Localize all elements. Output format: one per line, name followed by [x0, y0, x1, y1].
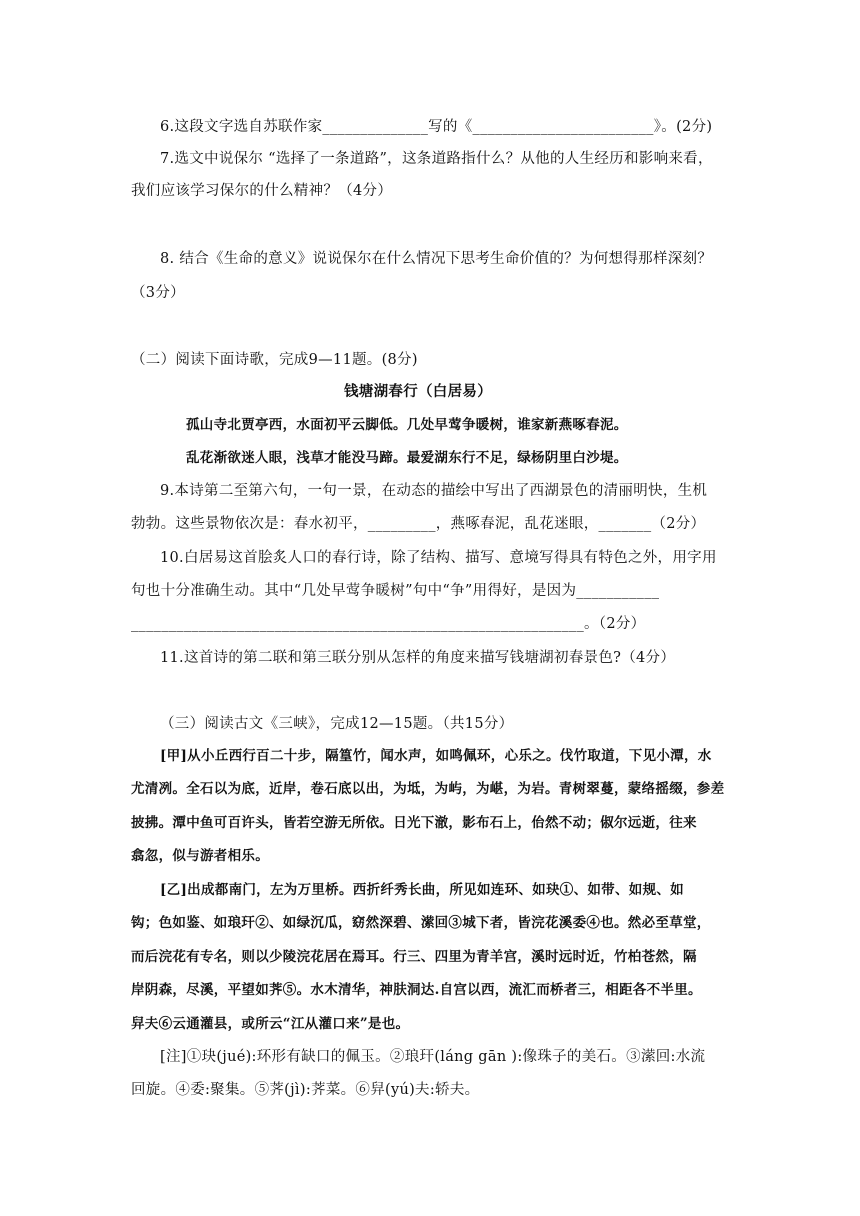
question-7-line-1: 7.选文中说保尔 “选择了一条道路”，这条道路指什么？从他的人生经历和影响来看， [160, 151, 713, 167]
question-8-line-1: 8. 结合《生命的意义》说说保尔在什么情况下思考生命价值的？为何想得那样深刻？ [160, 251, 713, 267]
question-7-line-2: 我们应该学习保尔的什么精神？（4分） [131, 183, 393, 199]
passage-yi-line-2: 钩；色如鉴、如琅玕②、如绿沉瓜，窈然深碧、潆回③城下者，皆浣花溪委④也。然必至草堂， [131, 915, 711, 931]
passage-yi-line-1: [乙]出成都南门，左为万里桥。西折纤秀长曲，所见如连环、如玦①、如带、如规、如 [160, 882, 684, 898]
section-3-header: （三）阅读古文《三峡》，完成12—15题。（共15分） [160, 716, 514, 732]
question-11: 11.这首诗的第二联和第三联分别从怎样的角度来描写钱塘湖初春景色?（4分） [160, 650, 676, 666]
question-10-line-1: 10.白居易这首脍炙人口的春行诗，除了结构、描写、意境写得具有特色之外，用字用 [160, 550, 717, 566]
passage-jia-line-3: 披拂。潭中鱼可百许头，皆若空游无所依。日光下澈，影布石上，佁然不动；俶尔远逝，往来 [131, 815, 697, 831]
poem-line-1: 孤山寺北贾亭西，水面初平云脚低。几处早莺争暖树，谁家新燕啄春泥。 [186, 417, 628, 433]
passage-jia-line-2: 尤清冽。全石以为底，近岸，卷石底以出，为坻，为屿，为嵁，为岩。青树翠蔓，蒙络摇缀，参差 [131, 781, 725, 797]
passage-yi-line-4: 岸阴森，尽溪，平望如荠⑤。水木清华，神肤洞达.自宫以西，流汇而桥者三，相距各不半里。 [131, 982, 702, 998]
passage-yi-line-3: 而后浣花有专名，则以少陵浣花居在焉耳。行三、四里为青羊宫，溪时远时近，竹柏苍然，隔 [131, 949, 697, 965]
question-8-line-2: （3分） [131, 285, 185, 301]
question-10-line-2: 句也十分准确生动。其中“几处早莺争暖树”句中“争”用得好，是因为___________ [131, 583, 660, 599]
question-10-line-3: ____________________________________________________________。（2分） [131, 616, 646, 632]
question-6: 6.这段文字选自苏联作家______________写的《________________________》。(2分) [160, 119, 713, 135]
passage-jia-line-4: 翕忽，似与游者相乐。 [131, 848, 269, 864]
annotation-line-1: [注]①玦(jué):环形有缺口的佩玉。②琅玕(láng gān ):像珠子的美石。③潆回:水流 [160, 1049, 706, 1065]
question-9-line-2: 勃勃。这些景物依次是：春水初平，_________，燕啄春泥，乱花迷眼，_______（2分） [131, 516, 706, 532]
passage-yi-line-5: 舁夫⑥云通灌县，或所云“江从灌口来”是也。 [131, 1016, 410, 1032]
poem-title: 钱塘湖春行（白居易） [344, 383, 492, 400]
section-2-header: （二）阅读下面诗歌，完成9—11题。(8分) [131, 352, 418, 368]
question-9-line-1: 9.本诗第二至第六句，一句一景，在动态的描绘中写出了西湖景色的清丽明快，生机 [160, 483, 708, 499]
passage-jia-line-1: [甲]从小丘西行百二十步，隔篁竹，闻水声，如鸣佩环，心乐之。伐竹取道，下见小潭，水 [160, 748, 712, 764]
annotation-line-2: 回旋。④委:聚集。⑤荠(jì):荠菜。⑥舁(yú)夫:轿夫。 [131, 1082, 480, 1098]
poem-line-2: 乱花渐欲迷人眼，浅草才能没马蹄。最爱湖东行不足，绿杨阴里白沙堤。 [186, 450, 628, 466]
